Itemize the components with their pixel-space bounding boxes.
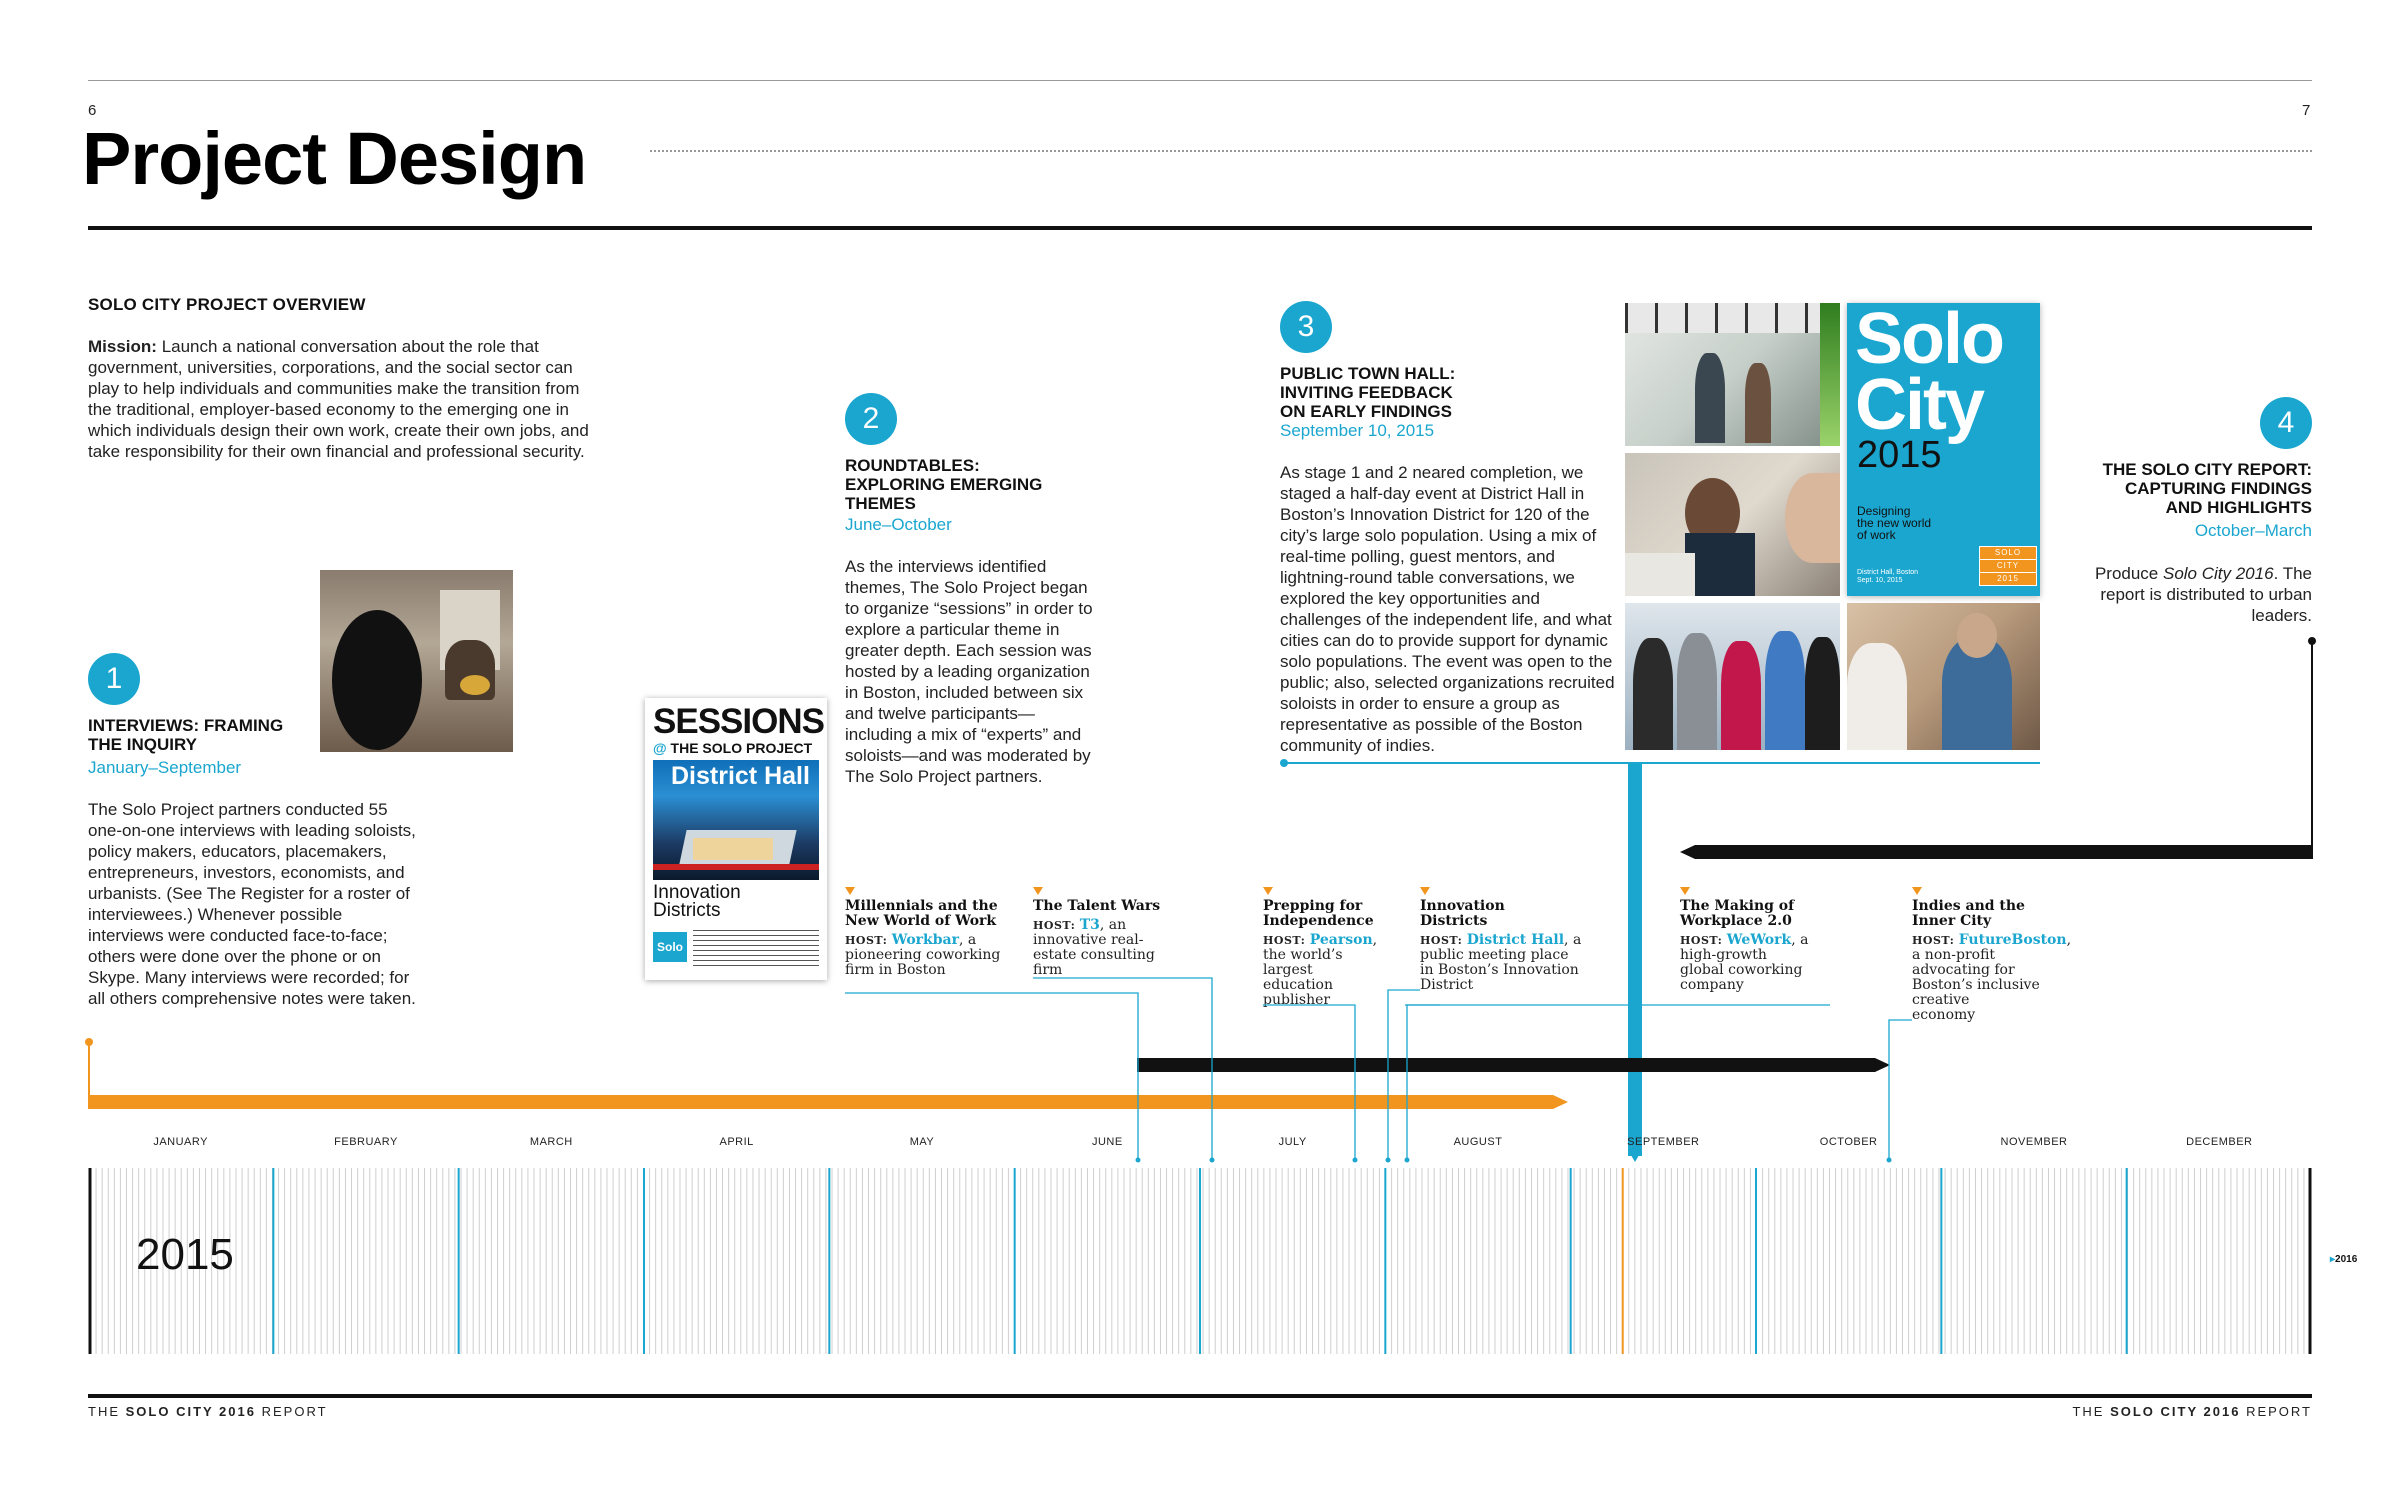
event-6-host: HOST: FutureBoston, a non-profit advocating for Boston’s inclusive creative economy — [1912, 932, 2072, 1023]
flyer-headline: SESSIONS — [653, 702, 824, 741]
stage-4-date: October–March — [2194, 521, 2312, 540]
stage-2-body: As the interviews identified themes, The Solo Project began to organize “sessions” in order to explore a particular theme in greater depth. Each session was hosted by a leading organization in Boston, included between six and twelve participants—including a mix of “experts” and soloists—and was moderated by The Solo Project partners. — [845, 557, 1093, 786]
event-4-dot — [1386, 1158, 1391, 1163]
page-title: Project Design — [82, 117, 587, 200]
event-2-host: HOST: T3, an innovative real- estate consulting firm — [1033, 917, 1155, 978]
month-label-november: NOVEMBER — [2000, 1136, 2068, 1148]
page-number-right: 7 — [2302, 102, 2311, 119]
footer-rule — [88, 1394, 2312, 1398]
flyer-logo: Solo — [653, 932, 687, 962]
stage-3-date: September 10, 2015 — [1280, 421, 1435, 440]
event-4-host: HOST: District Hall, a public meeting place in Boston’s Innovation District — [1420, 932, 1582, 993]
stage-4-number: 4 — [2260, 397, 2312, 449]
month-label-december: DECEMBER — [2186, 1136, 2253, 1148]
month-label-april: APRIL — [719, 1136, 754, 1148]
flyer-sub: @ THE SOLO PROJECT — [653, 740, 813, 756]
stage-2-date: June–October — [845, 515, 952, 534]
event-4-title: Innovation Districts — [1420, 898, 1505, 929]
event-3-title: Prepping for Independence — [1263, 898, 1374, 929]
event-3-host: HOST: Pearson, the world’s largest education publisher — [1263, 932, 1378, 1008]
next-year-arrow-icon: ▸ — [2330, 1254, 2336, 1265]
event-4-connector — [1388, 990, 1420, 1160]
month-label-february: FEBRUARY — [334, 1136, 398, 1148]
stage-3-number: 3 — [1280, 301, 1332, 353]
stage-2-number: 2 — [845, 393, 897, 445]
poster-badge: SOLO CITY 2015 — [1979, 546, 2037, 586]
overview-heading: SOLO CITY PROJECT OVERVIEW — [88, 295, 366, 314]
footer-right: THE SOLO CITY 2016 REPORT — [2072, 1404, 2312, 1419]
poster-year: 2015 — [1857, 434, 1942, 476]
month-label-may: MAY — [909, 1136, 935, 1148]
timeline-strip — [88, 1168, 2312, 1354]
month-label-june: JUNE — [1091, 1136, 1123, 1148]
poster-tagline: Designing the new world of work — [1857, 504, 1932, 542]
stage-1-body: The Solo Project partners conducted 55 one-on-one interviews with leading soloists, policy makers, educators, placemakers, entrepreneurs, investors, economists, and urbanists. (See The Register for a roster of interviewees.) Whenever possible interviews were conducted face-to-face; others were done over the phone or on Skype. Many interviews were recorded; for all others comprehensive notes were taken. — [88, 800, 416, 1008]
event-3-dot — [1353, 1158, 1358, 1163]
month-label-july: JULY — [1278, 1136, 1307, 1148]
event-1-dot — [1136, 1158, 1141, 1163]
event-5-host: HOST: WeWork, a high-growth global coworking company — [1680, 932, 1809, 993]
month-label-september: SEPTEMBER — [1627, 1136, 1700, 1148]
event-1-title: Millennials and the New World of Work — [845, 898, 998, 929]
poster-venue: District Hall, Boston Sept. 10, 2015 — [1857, 569, 1919, 584]
timeline-next-year: ▸2016 — [2330, 1254, 2358, 1265]
month-label-august: AUGUST — [1453, 1136, 1503, 1148]
stage-3-body: As stage 1 and 2 neared completion, we staged a half-day event at District Hall in Boston’s Innovation District for 120 of the city’s large solo population. Using a mix of real-time polling, guest mentors, and lightning-round table conversations, we explored the key opportunities and challenges of the independent life, and what cities can do to provide support for dynamic solo populations. The event was open to the public; also, selected organizations recruited soloists in order to ensure a group as representative as possible of the Boston community of indies. — [1280, 463, 1615, 755]
stage-2-title: ROUNDTABLES: EXPLORING EMERGING THEMES — [845, 456, 1043, 513]
month-label-march: MARCH — [529, 1136, 573, 1148]
poster-line2: City — [1855, 365, 1984, 445]
mission-text: Launch a national conversation about the role that government, universities, corporations, and the social sector can play to help individuals and communities make the transition from the traditional, employer-based economy to the emerging one in which individuals design their own work, create their own jobs, and take responsibility for their own financial and professional security. — [88, 337, 589, 461]
month-label-january: JANUARY — [153, 1136, 208, 1148]
event-2-title: The Talent Wars — [1033, 898, 1161, 914]
poster-line1: Solo — [1855, 299, 2003, 379]
flyer-caption: Innovation Districts — [653, 882, 741, 921]
event-6-title: Indies and the Inner City — [1912, 898, 2025, 929]
footer-left: THE SOLO CITY 2016 REPORT — [88, 1404, 328, 1419]
flyer-venue: District Hall — [671, 762, 810, 790]
month-label-october: OCTOBER — [1819, 1136, 1878, 1148]
event-1-host: HOST: Workbar, a pioneering coworking firm in Boston — [845, 932, 1001, 978]
stage-3-title: PUBLIC TOWN HALL: INVITING FEEDBACK ON EARLY FINDINGS — [1280, 364, 1456, 421]
event-4b-dot — [1405, 1158, 1410, 1163]
event-6-dot — [1887, 1158, 1892, 1163]
event-5-title: The Making of Workplace 2.0 — [1680, 898, 1795, 929]
event-2-dot — [1210, 1158, 1215, 1163]
stage-4-title: THE SOLO CITY REPORT: CAPTURING FINDINGS AND HIGHLIGHTS — [2102, 460, 2312, 517]
stage-1-date: January–September — [88, 758, 242, 777]
event-2-connector — [1033, 978, 1212, 1160]
stage-1-title: INTERVIEWS: FRAMING THE INQUIRY — [88, 716, 284, 754]
timeline-year: 2015 — [136, 1230, 234, 1279]
event-1-connector — [845, 993, 1138, 1160]
mission-label: Mission: — [88, 337, 157, 356]
timeline-ticks — [88, 1168, 2312, 1354]
page-number-left: 6 — [88, 102, 97, 119]
stage-1-number: 1 — [88, 653, 140, 705]
stage-4-body: Produce Solo City 2016. The report is distributed to urban leaders. — [2094, 564, 2312, 625]
